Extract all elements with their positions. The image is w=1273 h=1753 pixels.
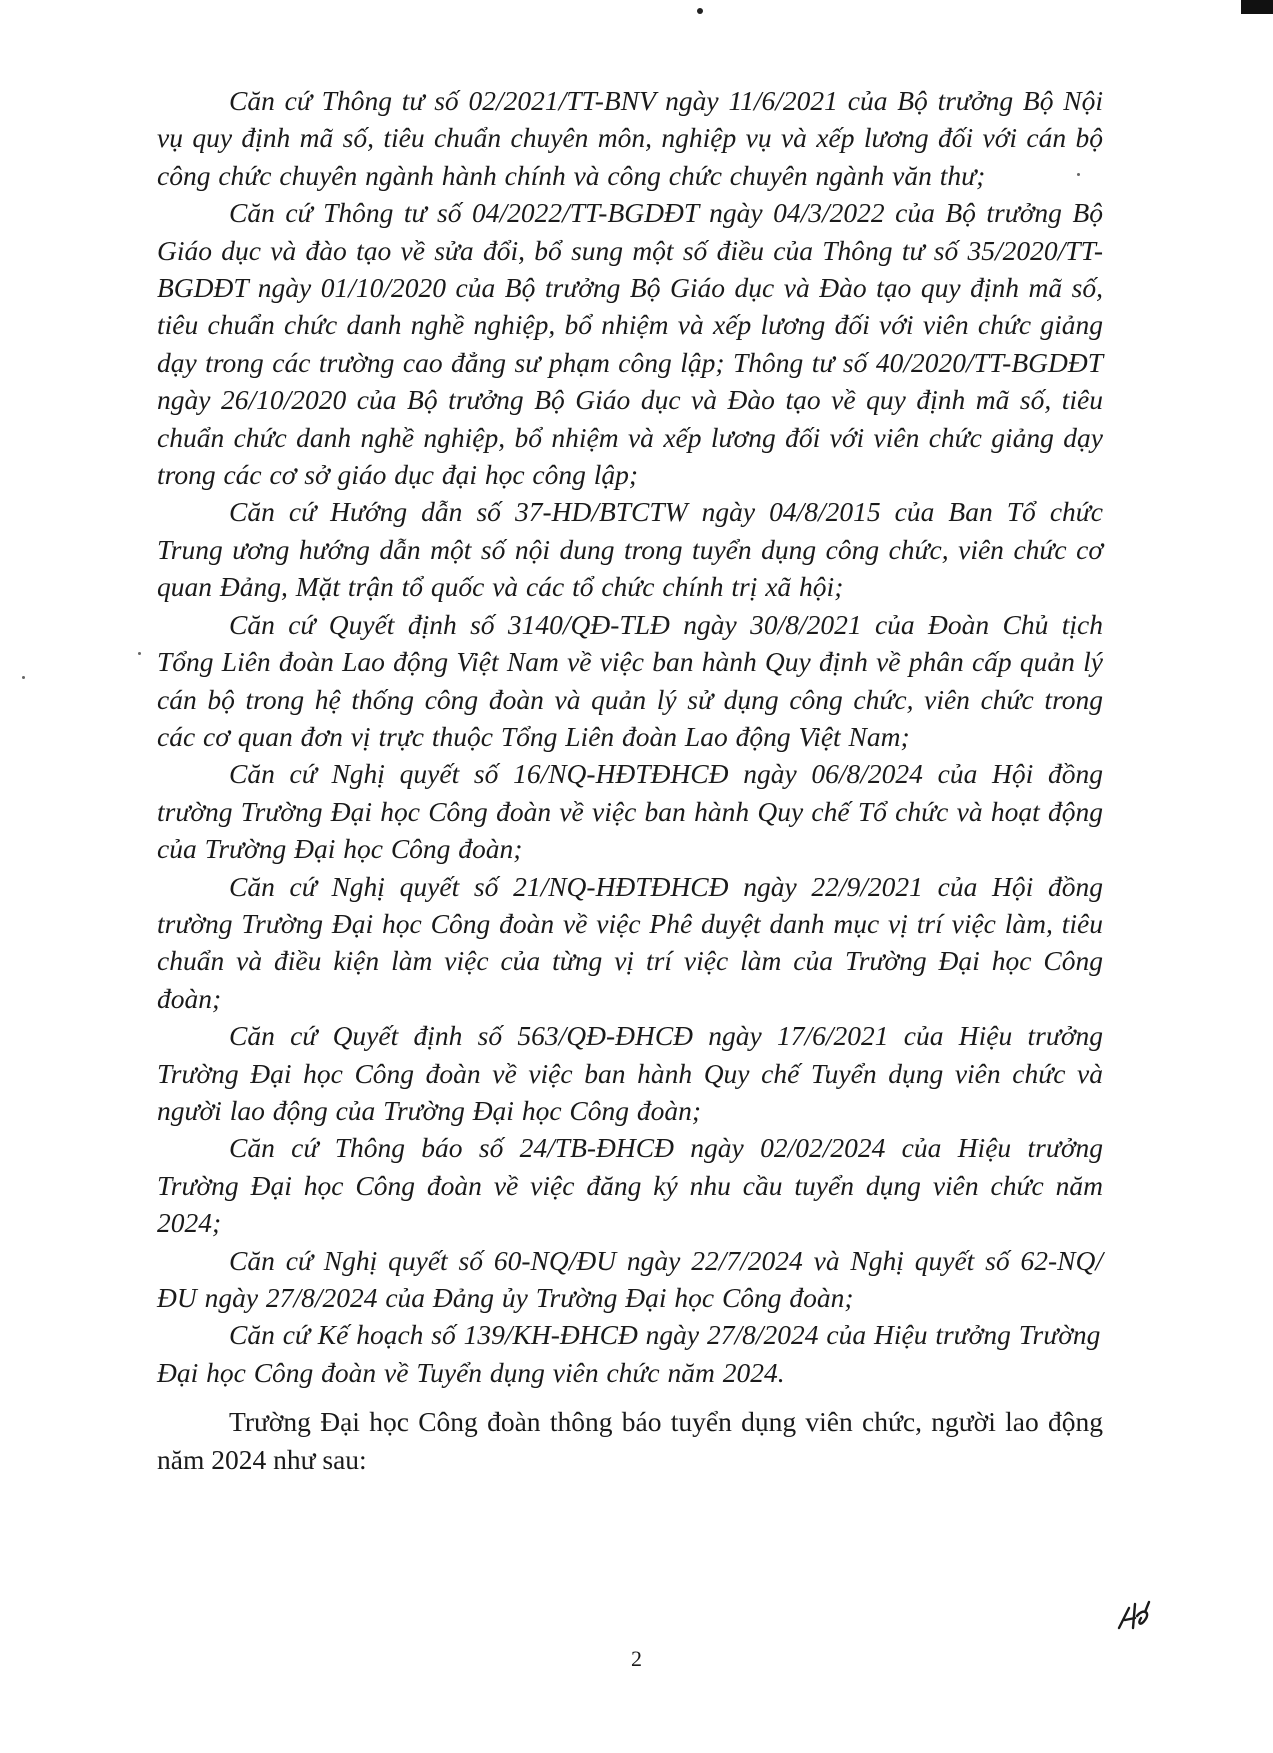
legal-basis-paragraph: Căn cứ Nghị quyết số 60-NQ/ĐU ngày 22/7/2024 và Nghị quyết số 62-NQ/ĐU ngày 27/8/2024 của Đảng ủy Trường Đại học Công đoàn; <box>157 1244 1103 1313</box>
legal-basis-paragraph: Căn cứ Kế hoạch số 139/KH-ĐHCĐ ngày 27/8/2024 của Hiệu trưởng Trường Đại học Công đoàn về Tuyển dụng viên chức năm 2024. <box>157 1319 1101 1388</box>
legal-basis-paragraph: Căn cứ Thông tư số 04/2022/TT-BGDĐT ngày 04/3/2022 của Bộ trưởng Bộ Giáo dục và đào tạo về sửa đổi, bổ sung một số điều của Thông tư số 35/2020/TT-BGDĐT ngày 01/10/2020 của Bộ trưởng Bộ Giáo dục và Đào tạo quy định mã số, tiêu chuẩn chức danh nghề nghiệp, bổ nhiệm và xếp lương đối với viên chức giảng dạy trong các trường cao đẳng sư phạm công lập; Thông tư số 40/2020/TT-BGDĐT ngày 26/10/2020 của Bộ trưởng Bộ Giáo dục và Đào tạo về quy định mã số, tiêu chuẩn chức danh nghề nghiệp, bổ nhiệm và xếp lương đối với viên chức giảng dạy trong các cơ sở giáo dục đại học công lập; <box>157 197 1103 491</box>
page-number: 2 <box>631 1646 642 1671</box>
document-body <box>157 82 1103 1479</box>
legal-basis-paragraph: Căn cứ Thông tư số 02/2021/TT-BNV ngày 11/6/2021 của Bộ trưởng Bộ Nội vụ quy định mã số, tiêu chuẩn chuyên môn, nghiệp vụ và xếp lương đối với cán bộ công chức chuyên ngành hành chính và công chức chuyên ngành văn thư; <box>157 85 1103 191</box>
legal-basis-paragraph: Căn cứ Quyết định số 3140/QĐ-TLĐ ngày 30/8/2021 của Đoàn Chủ tịch Tổng Liên đoàn Lao động Việt Nam về việc ban hành Quy định về phân cấp quản lý cán bộ trong hệ thống công đoàn và quản lý sử dụng công chức, viên chức trong các cơ quan đơn vị trực thuộc Tổng Liên đoàn Lao động Việt Nam; <box>157 608 1103 752</box>
handwritten-initial-mark <box>1115 1598 1159 1634</box>
legal-basis-paragraph: Căn cứ Nghị quyết số 16/NQ-HĐTĐHCĐ ngày 06/8/2024 của Hội đồng trường Trường Đại học Công đoàn về việc ban hành Quy chế Tổ chức và hoạt động của Trường Đại học Công đoàn; <box>157 758 1103 865</box>
legal-basis-paragraph: Căn cứ Thông báo số 24/TB-ĐHCĐ ngày 02/02/2024 của Hiệu trưởng Trường Đại học Công đoàn về việc đăng ký nhu cầu tuyển dụng viên chức năm 2024; <box>157 1132 1103 1239</box>
legal-basis-paragraph: Căn cứ Nghị quyết số 21/NQ-HĐTĐHCĐ ngày 22/9/2021 của Hội đồng trường Trường Đại học Công đoàn về việc Phê duyệt danh mục vị trí việc làm, tiêu chuẩn và điều kiện làm việc của từng vị trí việc làm của Trường Đại học Công đoàn; <box>157 870 1103 1014</box>
scan-speck <box>22 676 25 679</box>
scan-edge-mark <box>1241 0 1273 14</box>
scan-speck <box>138 652 141 655</box>
legal-basis-paragraph: Căn cứ Quyết định số 563/QĐ-ĐHCĐ ngày 17/6/2021 của Hiệu trưởng Trường Đại học Công đoàn về việc ban hành Quy chế Tuyển dụng viên chức và người lao động của Trường Đại học Công đoàn; <box>157 1020 1103 1126</box>
legal-basis-paragraph: Căn cứ Hướng dẫn số 37-HD/BTCTW ngày 04/8/2015 của Ban Tổ chức Trung ương hướng dẫn một số nội dung trong tuyển dụng công chức, viên chức cơ quan Đảng, Mặt trận tổ quốc và các tổ chức chính trị xã hội; <box>157 496 1103 603</box>
announcement-paragraph: Trường Đại học Công đoàn thông báo tuyển dụng viên chức, người lao động năm 2024 như sau: <box>157 1406 1103 1476</box>
scan-artifact <box>697 8 703 14</box>
